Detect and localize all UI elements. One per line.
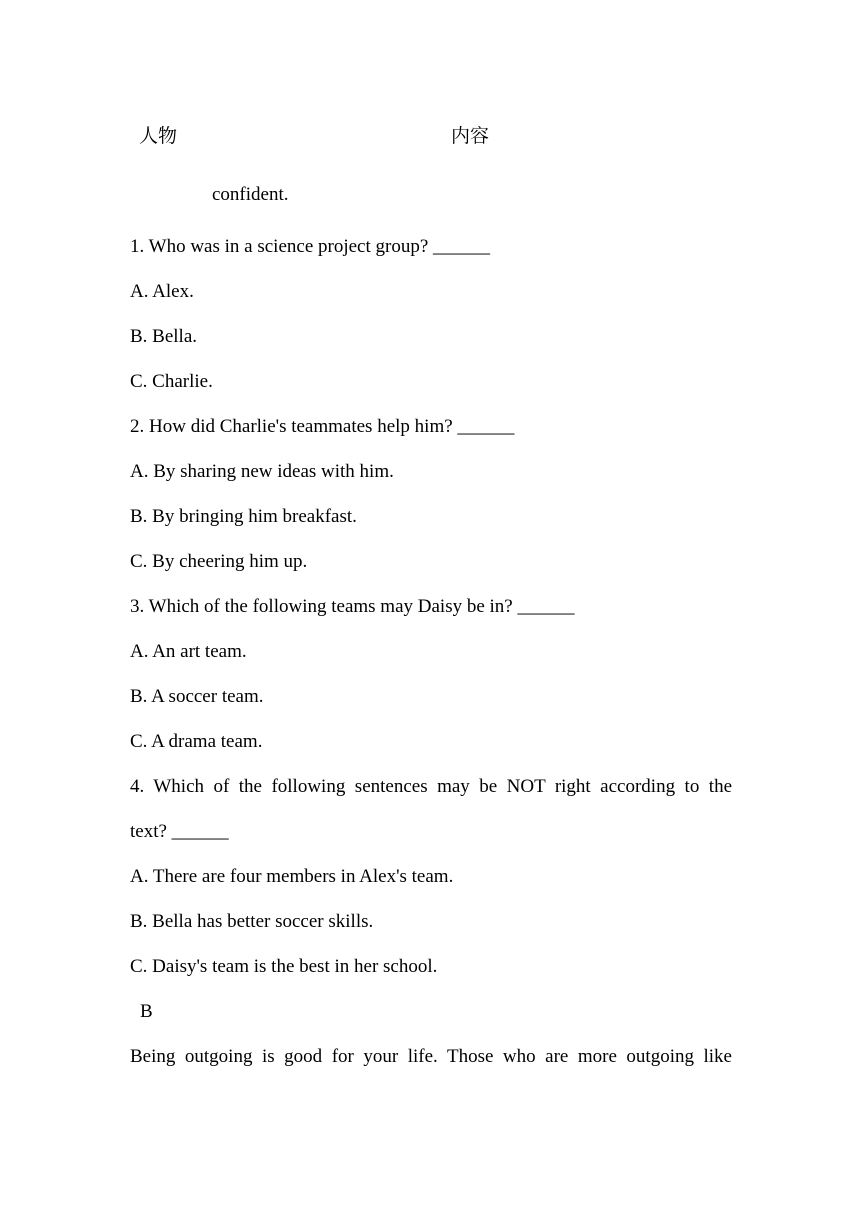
- section-b-paragraph-line: Being outgoing is good for your life. Those who are more outgoing like: [130, 1046, 732, 1067]
- header-character: 人物: [139, 125, 178, 147]
- question-2-stem: 2. How did Charlie's teammates help him? ______: [130, 416, 515, 437]
- question-4-option-b: B. Bella has better soccer skills.: [130, 911, 374, 932]
- question-2-option-c: C. By cheering him up.: [130, 551, 308, 572]
- section-b-label: B: [140, 1001, 153, 1022]
- question-2-option-a: A. By sharing new ideas with him.: [130, 461, 394, 482]
- question-4-stem-line-1: 4. Which of the following sentences may be NOT right according to the: [130, 776, 732, 797]
- question-3-stem: 3. Which of the following teams may Daisy be in? ______: [130, 596, 575, 617]
- question-4-option-a: A. There are four members in Alex's team.: [130, 866, 454, 887]
- question-4-option-c: C. Daisy's team is the best in her school.: [130, 956, 438, 977]
- questions-block: [130, 234, 732, 1089]
- question-3-option-b: B. A soccer team.: [130, 686, 264, 707]
- question-1-option-a: A. Alex.: [130, 281, 194, 302]
- header-content: 内容: [451, 125, 490, 147]
- question-4-stem-line-2: text? ______: [130, 821, 229, 842]
- table-cell-continuation: confident.: [212, 184, 289, 205]
- question-1-option-c: C. Charlie.: [130, 371, 213, 392]
- question-2-option-b: B. By bringing him breakfast.: [130, 506, 357, 527]
- question-3-option-a: A. An art team.: [130, 641, 247, 662]
- table-header-row: [0, 121, 860, 149]
- question-1-stem: 1. Who was in a science project group? ______: [130, 236, 491, 257]
- question-1-option-b: B. Bella.: [130, 326, 198, 347]
- question-3-option-c: C. A drama team.: [130, 731, 263, 752]
